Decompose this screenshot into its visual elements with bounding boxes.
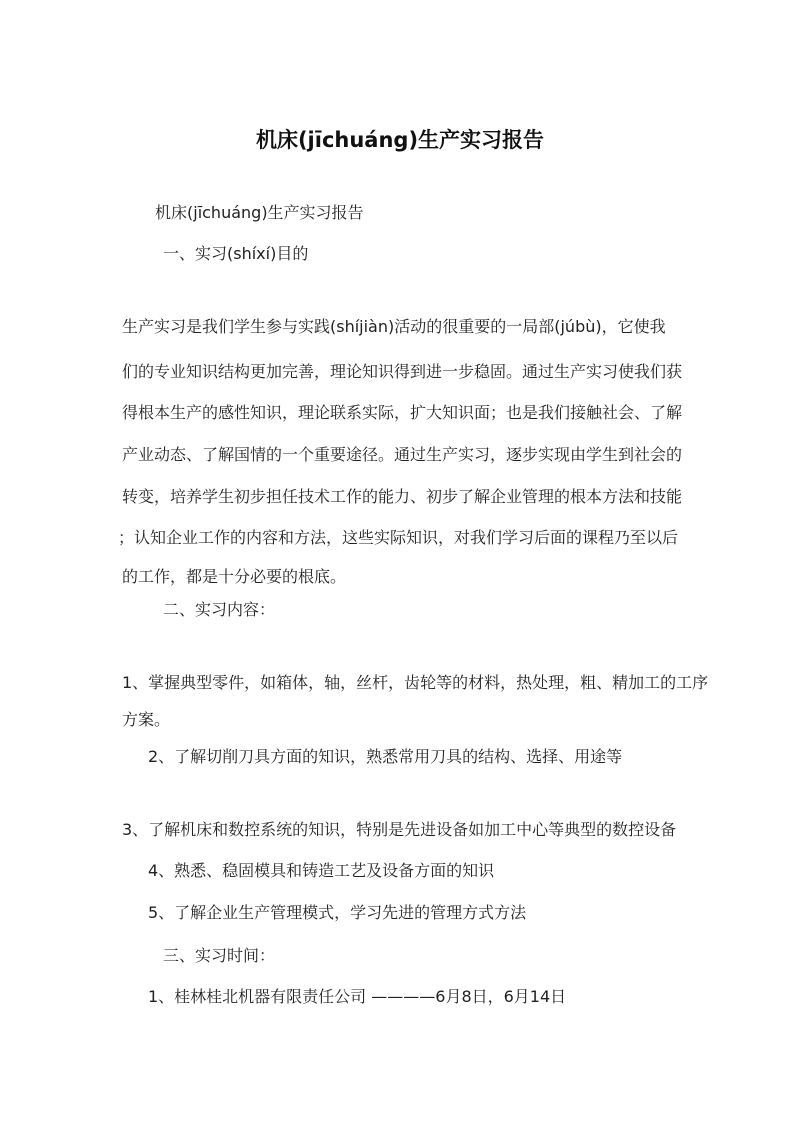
paragraph-line: 生产实习是我们学生参与实践(shíjiàn)活动的很重要的一局部(júbù)，它使我 xyxy=(122,317,666,336)
section-heading: 三、实习时间： xyxy=(163,946,276,965)
paragraph-line: 得根本生产的感性知识，理论联系实际，扩大知识面；也是我们接触社会、了解 xyxy=(122,403,683,422)
paragraph-line: 产业动态、了解国情的一个重要途径。通过生产实习，逐步实现由学生到社会的 xyxy=(122,445,683,464)
paragraph-line: 们的专业知识结构更加完善，理论知识得到进一步稳固。通过生产实习使我们获 xyxy=(122,362,683,381)
list-item: 3、了解机床和数控系统的知识，特别是先进设备如加工中心等典型的数控设备 xyxy=(122,820,677,839)
list-item: 1、桂林桂北机器有限责任公司 ————6月8日，6月14日 xyxy=(148,987,567,1006)
paragraph-line: 转变，培养学生初步担任技术工作的能力、初步了解企业管理的根本方法和技能 xyxy=(122,487,683,506)
paragraph-line: 的工作，都是十分必要的根底。 xyxy=(122,567,347,586)
list-item: 方案。 xyxy=(122,710,171,729)
section-heading: 一、实习(shíxí)目的 xyxy=(163,244,309,263)
list-item: 2、了解切削刀具方面的知识，熟悉常用刀具的结构、选择、用途等 xyxy=(148,747,623,766)
list-item: 4、熟悉、稳固模具和铸造工艺及设备方面的知识 xyxy=(148,861,495,880)
section-heading: 二、实习内容： xyxy=(163,600,276,619)
list-item: 5、了解企业生产管理模式，学习先进的管理方式方法 xyxy=(148,903,527,922)
list-item: 1、掌握典型零件，如箱体，轴，丝杆，齿轮等的材料，热处理，粗、精加工的工序 xyxy=(122,673,709,692)
paragraph-line: ；认知企业工作的内容和方法，这些实际知识，对我们学习后面的课程乃至以后 xyxy=(118,528,679,547)
document-subtitle: 机床(jīchuáng)生产实习报告 xyxy=(155,203,364,222)
document-title: 机床(jīchuáng)生产实习报告 xyxy=(255,128,545,152)
